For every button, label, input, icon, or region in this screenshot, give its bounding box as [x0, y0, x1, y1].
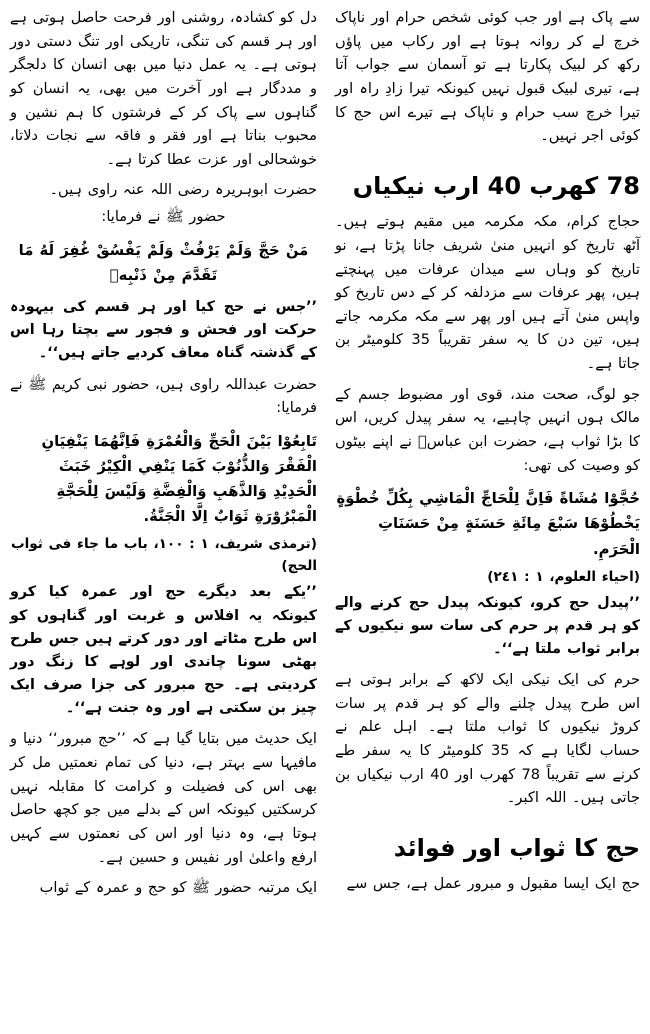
paragraph: ایک حدیث میں بتایا گیا ہے کہ ’’حج مبرور‘‘ دنیا و مافیہا سے بہتر ہے، دنیا کی تمام نعمتیں مل کر بھی اس کی فضیلت و کرامت کا مقابلہ نہیں کرسکتیں کیونکہ اس کے بدلے میں جو کچھ حاصل ہوتا ہے، وہ دنیا اور اس کی نعمتوں سے کہیں ارفع واعلیٰ اور نفیس و حسین ہے۔	[10, 730, 317, 866]
right-column	[10, 6, 317, 1030]
section-heading-2: حج کا ثواب اور فوائد	[393, 834, 640, 863]
hadith-reference: (ترمذی شریف، ۱ : ۱۰۰، باب ما جاء فی ثواب الحج)	[10, 536, 317, 575]
paragraph: ایک مرتبہ حضور ﷺ کو حج و عمرہ کے ثواب	[39, 879, 317, 897]
hadith-translation-2: ’’یکے بعد دیگرے حج اور عمرہ کیا کرو کیونکہ یہ افلاس و غربت اور گناہوں کو اس طرح مٹاتے اور دور کرتے ہیں جس طرح بھٹی سونا چاندی اور لوہے کا زنگ دور کردیتی ہے۔ حج مبرور کی جزا صرف ایک چیز بن سکتی ہے اور وہ جنت ہے‘‘۔	[10, 584, 317, 717]
paragraph: حضرت ابوہریرہ رضی اللہ عنہ راوی ہیں۔	[49, 181, 317, 199]
hadith-translation: ’’جس نے حج کیا اور ہر قسم کی بیہودہ حرکت اور فحش و فجور سے بچتا رہا اس کے گذشتہ گناہ معاف کردیے جاتے ہیں‘‘۔	[10, 299, 317, 362]
paragraph: حرم کی ایک نیکی ایک لاکھ کے برابر ہوتی ہے اس طرح پیدل چلنے والے کو ہر قدم پر سات کروڑ نیکیوں کا ثواب ملتا ہے۔ اہل علم نے حساب لگایا ہے کہ 35 کلومیٹر کا یہ سفر طے کرنے سے تقریباً 78 کھرب اور 40 ارب نیکیاں بن جاتی ہیں۔ اللہ اکبر۔	[335, 671, 640, 807]
hadith-arabic-2: تَابِعُوْا بَيْنَ الْحَجِّ وَالْعُمْرَةِ فَاِنَّهُمَا يَنْفِيَانِ الْفَقْرَ وَالذُّنُوْبَ كَمَا يَنْفِي الْكِيْرُ خَبَثَ الْحَدِيْدِ وَالذَّهَبِ وَالْفِضَّةِ وَلَيْسَ لِلْحَجَّةِ الْمَبْرُوْرَةِ ثَوَابٌ اِلَّا الْجَنَّةُ.	[41, 432, 317, 526]
paragraph: حج ایک ایسا مقبول و مبرور عمل ہے، جس سے	[346, 875, 640, 893]
section-heading: 78 کھرب 40 ارب نیکیاں	[352, 171, 640, 200]
narration-arabic: حُجَّوْا مُشَاةً فَاِنَّ لِلْحَاجِّ الْمَاشِي بِكُلِّ خُطْوَةٍ يَخْطُوْهَا سَبْعَ مِائَةِ حَسَنَةٍ مِنْ حَسَنَاتِ الْحَرَمِ.	[336, 490, 640, 558]
hadith-arabic: مَنْ حَجَّ وَلَمْ يَرْفُثْ وَلَمْ يَفْسُقْ غُفِرَ لَهُ مَا تَقَدَّمَ مِنْ ذَنْبِهٖ	[18, 241, 309, 284]
narration-translation: ’’پیدل حج کرو، کیونکہ پیدل حج کرنے والے کو ہر قدم پر حرم کی سات سو نیکیوں کے برابر ثواب ملتا ہے‘‘۔	[335, 594, 640, 658]
paragraph: حجاج کرام، مکہ مکرمہ میں مقیم ہوتے ہیں۔ آٹھ تاریخ کو انہیں منیٰ شریف جانا پڑتا ہے، نو تاریخ کو وہاں سے میدان عرفات میں پہنچتے ہیں، پھر عرفات سے مزدلفہ کر کے دس تاریخ کو واپس منیٰ آتے ہیں اور پھر سے مکہ مکرمہ جاتے ہیں، تین دن کا یہ سفر تقریباً 35 کلومیٹر بن جاتا ہے۔	[335, 213, 640, 373]
paragraph: سے پاک ہے اور جب کوئی شخص حرام اور ناپاک خرچ لے کر روانہ ہوتا ہے اور رکاب میں پاؤں رکھ کر لبیک پکارتا ہے تو آسمان سے جواب آتا ہے، تیری لبیک قبول نہیں کیونکہ تیرا زادِ راہ اور تیرا خرچ سب حرام و ناپاک ہے تیرے اس حج کا کوئی اجر نہیں۔	[335, 9, 640, 145]
narrator-line-2: حضرت عبداللہ راوی ہیں، حضور نبی کریم ﷺ نے فرمایا:	[10, 375, 317, 417]
paragraph: دل کو کشادہ، روشنی اور فرحت حاصل ہوتی ہے اور ہر قسم کی تنگی، تاریکی اور تنگ دستی دور ہوتی ہے۔ یہ عمل دنیا میں بھی انسان کا دلجگر و مددگار ہے اور آخرت میں بھی، یہ انسان کو گناہوں سے پاک کر کے فرشتوں کا ہم نشین و محبوب بناتا ہے اور فقر و فاقہ سے نجات دلاتا، خوشحالی اور عزت عطا کرتا ہے۔	[10, 9, 317, 168]
narrator-line: حضور ﷺ نے فرمایا:	[101, 208, 226, 226]
paragraph: جو لوگ، صحت مند، قوی اور مضبوط جسم کے مالک ہوں انہیں چاہیے، یہ سفر پیدل کریں، اس کا بڑا ثواب ہے، حضرت ابن عباسؓ نے اپنے بیٹوں کو وصیت کی تھی:	[335, 385, 640, 474]
left-column	[333, 6, 640, 1030]
narration-reference: (احیاء العلوم، ۱ : ۲٤۱)	[487, 568, 640, 585]
